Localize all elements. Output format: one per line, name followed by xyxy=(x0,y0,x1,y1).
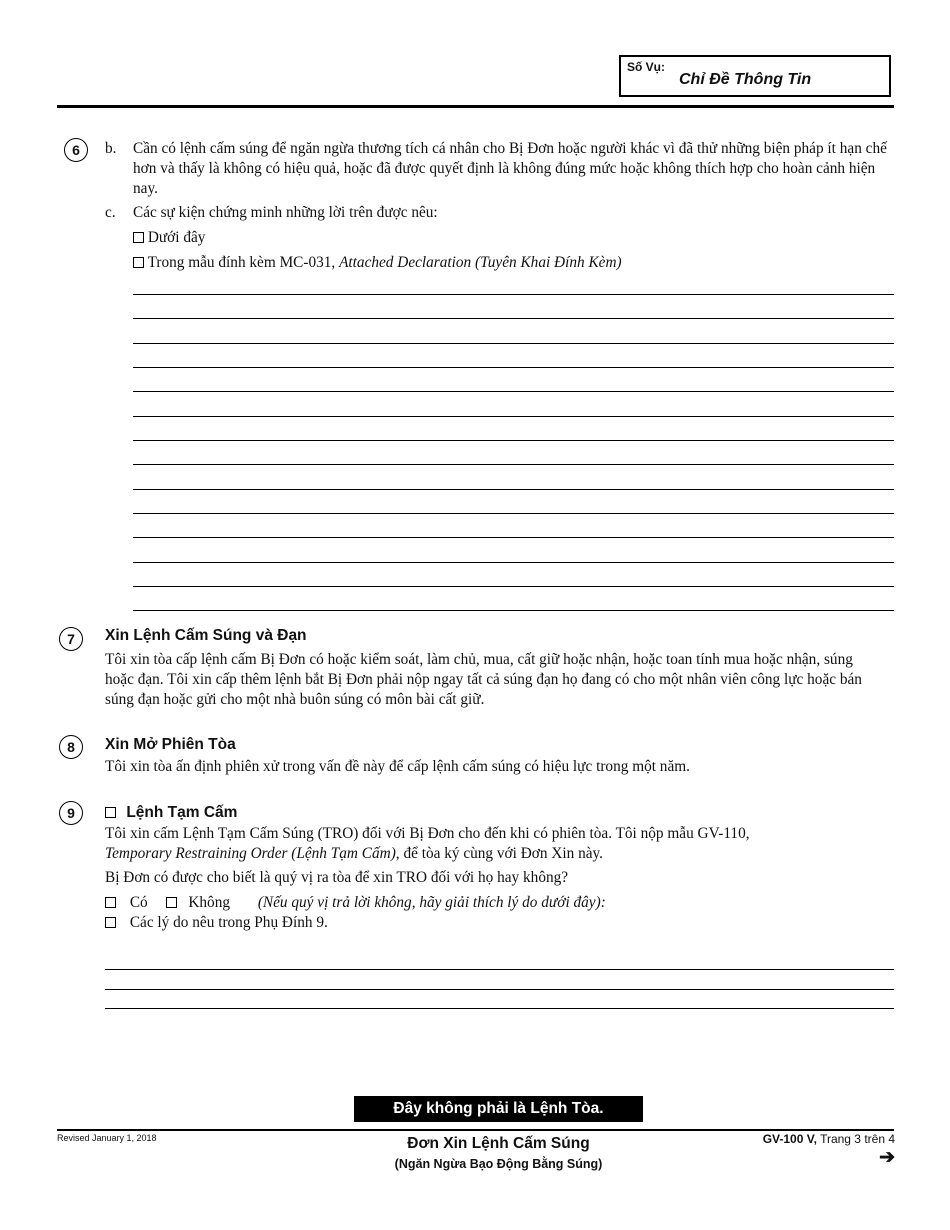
header-rule xyxy=(57,105,894,108)
option-below-label: Dưới đây xyxy=(147,229,206,246)
writing-line[interactable] xyxy=(133,294,894,295)
section-8-text: Tôi xin tòa ấn định phiên xử trong vấn đề này để cấp lệnh cấm súng có hiệu lực trong một năm. xyxy=(105,758,690,775)
option-attached-label: Trong mẫu đính kèm MC-031, xyxy=(147,254,340,271)
writing-line[interactable] xyxy=(133,586,894,587)
section-8-title: Xin Mở Phiên Tòa xyxy=(105,736,236,753)
writing-line[interactable] xyxy=(133,513,894,514)
section-6-number: 6 xyxy=(64,138,88,162)
writing-line[interactable] xyxy=(133,489,894,490)
item-c-text: Các sự kiện chứng minh những lời trên được nêu: xyxy=(133,204,438,221)
section-9-title-row[interactable] xyxy=(105,804,237,822)
section-9-text-2-rest: để tòa ký cùng với Đơn Xin này. xyxy=(399,845,604,862)
writing-line[interactable] xyxy=(133,464,894,465)
writing-line[interactable] xyxy=(133,318,894,319)
footer-rule xyxy=(57,1129,894,1131)
writing-line[interactable] xyxy=(133,562,894,563)
yes-checkbox[interactable] xyxy=(105,897,116,908)
writing-line[interactable] xyxy=(133,440,894,441)
writing-line[interactable] xyxy=(105,1008,894,1009)
attachment-row xyxy=(105,913,885,933)
no-explanation-hint: (Nếu quý vị trả lời không, hãy giải thích lý do dưới đây): xyxy=(257,894,606,911)
page-number: Trang 3 trên 4 xyxy=(816,1132,895,1146)
case-number-label: Số Vụ: xyxy=(627,60,665,74)
section-9-number: 9 xyxy=(59,801,83,825)
option-below-checkbox[interactable] xyxy=(133,232,144,243)
yes-label: Có xyxy=(129,894,148,911)
next-page-arrow-icon: ➔ xyxy=(879,1147,895,1168)
writing-line[interactable] xyxy=(133,610,894,611)
attachment-label: Các lý do nêu trong Phụ Đính 9. xyxy=(129,914,328,931)
option-attached-checkbox[interactable] xyxy=(133,257,144,268)
tro-form-name: Temporary Restraining Order (Lệnh Tạm Cấm), xyxy=(105,845,400,862)
writing-line[interactable] xyxy=(105,989,894,990)
not-court-order-banner: Đây không phải là Lệnh Tòa. xyxy=(354,1096,643,1122)
section-7-number: 7 xyxy=(59,627,83,651)
writing-line[interactable] xyxy=(133,367,894,368)
option-below[interactable] xyxy=(133,228,205,248)
option-attached-italic: Attached Declaration (Tuyên Khai Đính Kèm) xyxy=(339,254,622,271)
writing-line[interactable] xyxy=(133,391,894,392)
section-8-number: 8 xyxy=(59,735,83,759)
section-9-title: Lệnh Tạm Cấm xyxy=(126,804,238,821)
section-9-text-2 xyxy=(105,844,885,864)
notice-question: Bị Đơn có được cho biết là quý vị ra tòa để xin TRO đối với họ hay không? xyxy=(105,869,569,886)
section-7-title: Xin Lệnh Cấm Súng và Đạn xyxy=(105,627,307,644)
no-checkbox[interactable] xyxy=(166,897,177,908)
item-b-marker: b. xyxy=(105,140,117,157)
notice-answer-row xyxy=(105,893,885,913)
form-title: Đơn Xin Lệnh Cấm Súng xyxy=(407,1135,590,1152)
revised-date: Revised January 1, 2018 xyxy=(57,1133,157,1143)
item-b-text: Cần có lệnh cấm súng để ngăn ngừa thương tích cá nhân cho Bị Đơn hoặc người khác vì đã thử những biện pháp ít hạn chế hơn và thấy là không có hiệu quả, hoặc đã được quyết định là không đúng mức hoặc không thích hợp cho hoàn cảnh hiện nay. xyxy=(133,140,887,197)
writing-line[interactable] xyxy=(133,343,894,344)
case-number-value[interactable]: Chỉ Đề Thông Tin xyxy=(679,71,812,88)
tro-checkbox[interactable] xyxy=(105,807,116,818)
no-label: Không xyxy=(188,894,230,911)
attachment-checkbox[interactable] xyxy=(105,917,116,928)
form-id: GV-100 V, xyxy=(762,1132,817,1146)
option-attached[interactable] xyxy=(133,253,622,273)
form-subtitle: (Ngăn Ngừa Bạo Động Bằng Súng) xyxy=(394,1157,603,1171)
writing-line[interactable] xyxy=(133,537,894,538)
item-c-marker: c. xyxy=(105,204,116,221)
form-page-info xyxy=(700,1132,895,1146)
section-9-text-1: Tôi xin cấm Lệnh Tạm Cấm Súng (TRO) đối với Bị Đơn cho đến khi có phiên tòa. Tôi nộp mẫu GV-110, xyxy=(105,825,750,842)
section-7-text: Tôi xin tòa cấp lệnh cấm Bị Đơn có hoặc kiểm soát, làm chủ, mua, cất giữ hoặc nhận, hoặc toan tính mua hoặc nhận, súng hoặc đạn. Tôi xin cấp thêm lệnh bắt Bị Đơn phải nộp ngay tất cả súng đạn họ đang có cho một nhân viên công lực hoặc bán súng đạn hoặc gửi cho một nhà buôn súng có môn bài cất giữ. xyxy=(105,651,862,708)
writing-line[interactable] xyxy=(105,969,894,970)
writing-line[interactable] xyxy=(133,416,894,417)
